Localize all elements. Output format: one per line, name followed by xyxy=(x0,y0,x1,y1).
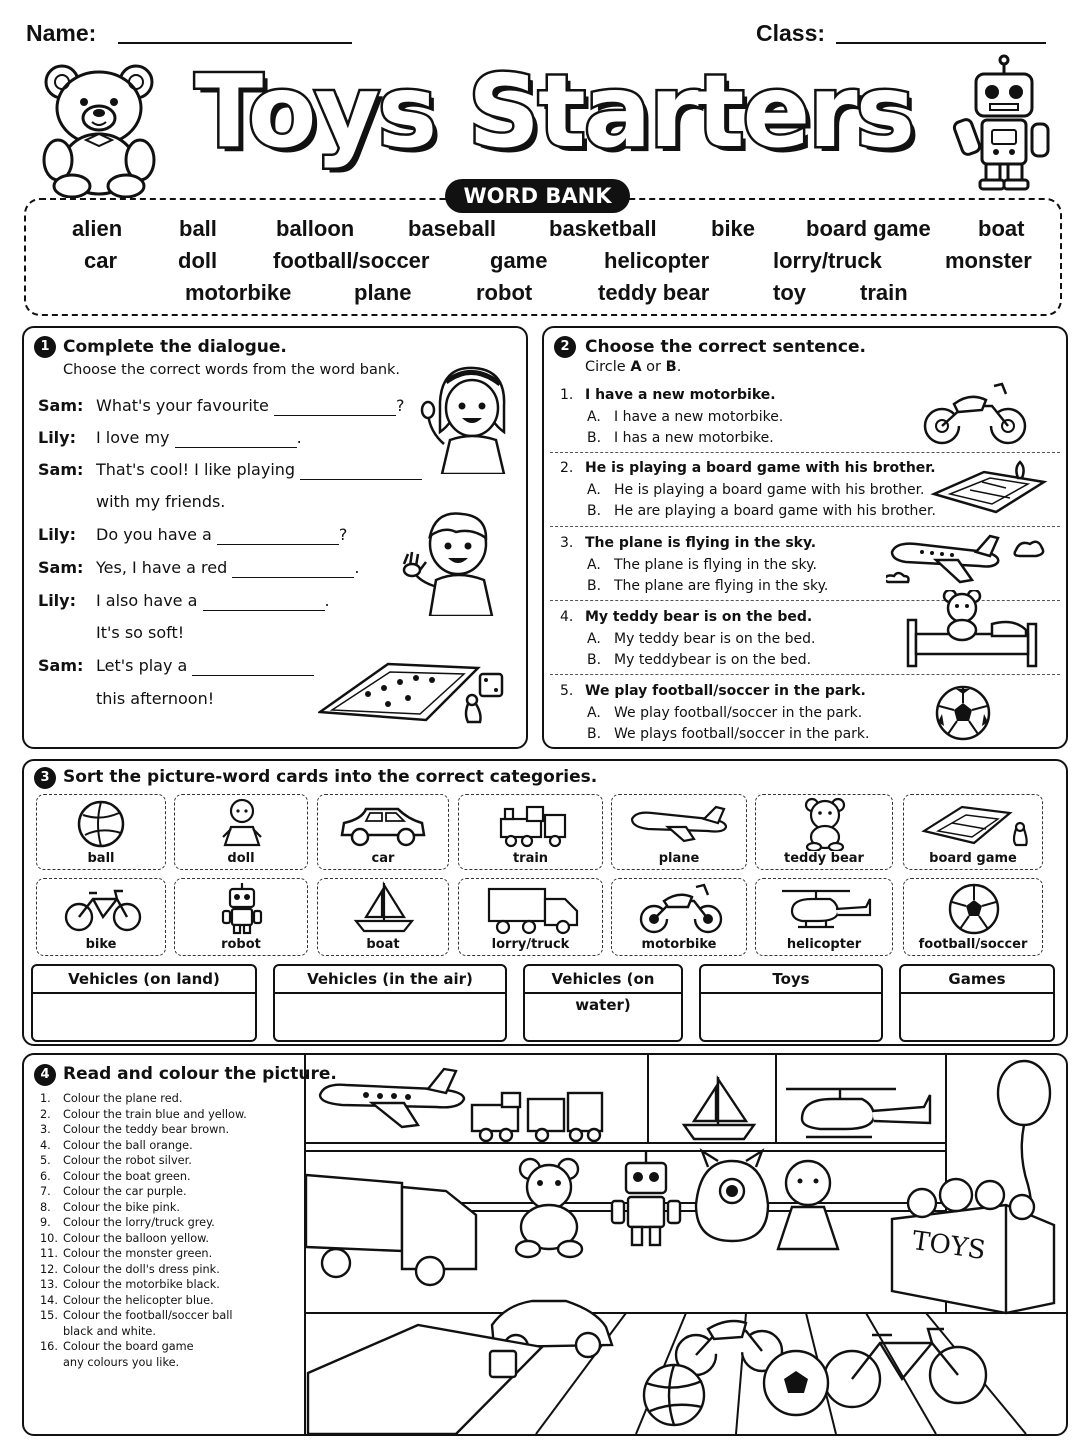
instr-num: 4. xyxy=(40,1138,51,1152)
instr-num: 6. xyxy=(40,1169,51,1183)
instr-num: 1. xyxy=(40,1092,51,1105)
word-bank-word: plane xyxy=(354,280,412,305)
option-b-letter[interactable]: B. xyxy=(587,503,602,519)
option-a-letter[interactable]: A. xyxy=(587,705,601,721)
instr-num: 5. xyxy=(40,1154,51,1167)
option-a[interactable]: The plane is flying in the sky. xyxy=(614,557,817,573)
dialogue-punct: . xyxy=(324,591,330,610)
ball-icon xyxy=(75,799,127,849)
picture-card-robot[interactable] xyxy=(174,878,308,956)
instr-text: Colour the bike pink. xyxy=(63,1200,180,1214)
card-label: boat xyxy=(366,937,400,952)
instr-text: Colour the monster green. xyxy=(63,1247,213,1260)
instr-text: black and white. xyxy=(63,1324,156,1338)
instr-text: Colour the doll's dress pink. xyxy=(63,1262,220,1276)
instr-num: 9. xyxy=(40,1216,51,1229)
word-bank-word: toy xyxy=(773,280,806,305)
question-number: 5. xyxy=(560,683,574,699)
answer-blank[interactable] xyxy=(232,558,354,578)
category-box-vehicles-air[interactable] xyxy=(273,964,507,1042)
instr-num: 13. xyxy=(40,1278,58,1291)
card-label: lorry/truck xyxy=(491,937,570,952)
divider xyxy=(550,526,1060,527)
option-a[interactable]: I have a new motorbike. xyxy=(614,409,784,425)
instr-text: Colour the boat green. xyxy=(63,1169,191,1183)
word-bank-word: alien xyxy=(72,216,123,241)
option-a[interactable]: We play football/soccer in the park. xyxy=(614,705,863,721)
dialogue-line xyxy=(96,525,347,545)
name-field[interactable] xyxy=(118,42,352,44)
speaker: Lily: xyxy=(38,428,76,447)
section-3-title: Sort the picture-word cards into the correct categories. xyxy=(63,767,598,787)
dialogue-punct: ? xyxy=(338,525,348,544)
subtitle-b: B xyxy=(665,359,677,375)
plane-icon xyxy=(886,530,1046,588)
subtitle-text: . xyxy=(676,359,682,375)
category-title: Vehicles (in the air) xyxy=(275,966,505,994)
instr-text: Colour the helicopter blue. xyxy=(63,1293,214,1307)
instr-num: 15. xyxy=(40,1309,58,1322)
word-bank-word: lorry/truck xyxy=(773,248,882,273)
section-1-subtitle: Choose the correct words from the word bank. xyxy=(63,362,401,378)
section-2-number: 2 xyxy=(554,336,576,358)
picture-card-boat[interactable] xyxy=(317,878,449,956)
plane-icon xyxy=(628,803,732,843)
picture-card-helicopter[interactable] xyxy=(755,878,893,956)
question-prompt: My teddy bear is on the bed. xyxy=(585,609,813,625)
word-bank-word: doll xyxy=(178,248,218,273)
instr-num: 14. xyxy=(40,1293,58,1307)
colour-instructions xyxy=(40,1091,247,1370)
card-label: football/soccer xyxy=(918,937,1028,952)
card-label: car xyxy=(371,851,395,866)
dialogue-text: I also have a xyxy=(96,591,198,610)
dialogue-text: Let's play a xyxy=(96,656,188,675)
bike-icon xyxy=(63,887,143,933)
option-a-letter[interactable]: A. xyxy=(587,631,601,647)
dialogue-line xyxy=(96,656,314,676)
card-label: board game xyxy=(929,851,1017,866)
picture-card-board-game[interactable] xyxy=(903,794,1043,870)
dialogue-punct: . xyxy=(354,558,360,577)
helicopter-icon xyxy=(778,887,874,933)
category-box-toys[interactable] xyxy=(699,964,883,1042)
dialogue-text: I love my xyxy=(96,428,170,447)
instr-num: 7. xyxy=(40,1185,51,1198)
board-game-icon xyxy=(930,460,1050,520)
divider xyxy=(550,452,1060,453)
dialogue-line xyxy=(96,428,302,448)
motorbike-icon xyxy=(920,380,1030,446)
instr-num: 16. xyxy=(40,1340,58,1353)
instr-text: Colour the ball orange. xyxy=(63,1138,193,1152)
question-prompt: The plane is flying in the sky. xyxy=(585,535,817,551)
board-game-illustration xyxy=(318,660,508,726)
worksheet-title: Toys Starters xyxy=(194,53,914,170)
car-icon xyxy=(338,801,428,849)
option-a[interactable]: My teddy bear is on the bed. xyxy=(614,631,816,647)
word-bank-word: ball xyxy=(179,216,217,241)
question-number: 2. xyxy=(560,460,574,476)
word-bank-label: WORD BANK xyxy=(445,179,630,213)
instr-text: any colours you like. xyxy=(63,1355,180,1369)
category-title: Vehicles (on water) xyxy=(525,966,681,994)
instr-text: Colour the football/soccer ball xyxy=(63,1309,233,1322)
instr-text: Colour the balloon yellow. xyxy=(63,1231,209,1245)
category-box-games[interactable] xyxy=(899,964,1055,1042)
word-bank-word: helicopter xyxy=(604,248,710,273)
picture-card-doll[interactable] xyxy=(174,794,308,870)
card-label: bike xyxy=(85,937,117,952)
answer-blank[interactable] xyxy=(192,656,314,676)
card-label: robot xyxy=(221,937,261,952)
picture-card-teddy-bear[interactable] xyxy=(755,794,893,870)
dialogue-line xyxy=(96,396,405,416)
picture-card-lorry-truck[interactable] xyxy=(458,878,603,956)
train-icon xyxy=(497,799,569,849)
subtitle-text: Circle xyxy=(585,359,631,375)
section-3-number: 3 xyxy=(34,767,56,789)
word-bank-word: football/soccer xyxy=(273,248,430,273)
picture-card-motorbike[interactable] xyxy=(611,878,747,956)
instr-num: 2. xyxy=(40,1107,51,1121)
doll-icon xyxy=(219,797,265,849)
word-bank-word: balloon xyxy=(276,216,355,241)
word-bank-word: teddy bear xyxy=(598,280,710,305)
word-bank-word: basketball xyxy=(549,216,657,241)
instr-num: 3. xyxy=(40,1123,51,1136)
boat-icon xyxy=(352,881,416,935)
question-prompt: He is playing a board game with his brother. xyxy=(585,460,936,476)
instr-text: Colour the lorry/truck grey. xyxy=(63,1216,215,1229)
card-label: train xyxy=(512,851,549,866)
word-bank-word: baseball xyxy=(408,216,497,241)
football-icon xyxy=(948,883,1000,935)
picture-card-plane[interactable] xyxy=(611,794,747,870)
answer-blank[interactable] xyxy=(300,460,422,480)
instr-num: 10. xyxy=(40,1231,58,1245)
option-b[interactable]: I has a new motorbike. xyxy=(614,430,774,446)
lorry-icon xyxy=(485,885,581,935)
section-1-number: 1 xyxy=(34,336,56,358)
option-b-letter[interactable]: B. xyxy=(587,578,602,594)
speaker: Sam: xyxy=(38,460,84,479)
option-a-letter[interactable]: A. xyxy=(587,557,601,573)
word-bank-word: board game xyxy=(806,216,931,241)
question-number: 4. xyxy=(560,609,574,625)
dialogue-line: It's so soft! xyxy=(96,623,185,642)
toy-box-label: TOYS xyxy=(910,1226,988,1266)
teddy-bear-illustration xyxy=(36,60,162,198)
robot-illustration xyxy=(944,54,1064,192)
option-b-letter[interactable]: B. xyxy=(587,652,602,668)
option-b[interactable]: We plays football/soccer in the park. xyxy=(614,726,870,742)
question-number: 1. xyxy=(560,387,574,403)
speaker: Sam: xyxy=(38,558,84,577)
option-b-letter[interactable]: B. xyxy=(587,430,602,446)
speaker: Sam: xyxy=(38,656,84,675)
dialogue-line xyxy=(96,460,422,480)
section-2-title: Choose the correct sentence. xyxy=(585,337,866,357)
colouring-picture[interactable] xyxy=(304,1055,1066,1434)
football-icon xyxy=(934,684,992,742)
word-bank-word: car xyxy=(84,248,118,273)
answer-blank[interactable] xyxy=(217,525,339,545)
motorbike-icon xyxy=(638,883,724,935)
card-label: ball xyxy=(87,851,115,866)
name-label: Name: xyxy=(26,20,97,46)
dialogue-line xyxy=(96,558,359,578)
word-bank-word: boat xyxy=(978,216,1025,241)
option-a[interactable]: He is playing a board game with his brother. xyxy=(614,482,925,498)
word-bank-word: robot xyxy=(476,280,533,305)
dialogue-text: That's cool! I like playing xyxy=(96,460,296,479)
section-2-subtitle xyxy=(585,359,681,375)
category-box-vehicles-land[interactable] xyxy=(31,964,257,1042)
picture-card-football-soccer[interactable] xyxy=(903,878,1043,956)
dialogue-line: this afternoon! xyxy=(96,689,215,708)
instr-text: Colour the motorbike black. xyxy=(63,1278,220,1291)
section-1-title: Complete the dialogue. xyxy=(63,337,287,357)
category-title: Toys xyxy=(701,966,881,994)
category-title: Vehicles (on land) xyxy=(33,966,255,994)
dialogue-punct: ? xyxy=(396,396,405,415)
dialogue-punct: . xyxy=(296,428,302,447)
section-4-title: Read and colour the picture. xyxy=(63,1064,337,1084)
dialogue-text: Yes, I have a red xyxy=(96,558,228,577)
instr-text: Colour the board game xyxy=(63,1340,194,1353)
divider xyxy=(550,674,1060,675)
dialogue-line: with my friends. xyxy=(96,492,226,511)
option-a-letter[interactable]: A. xyxy=(587,482,601,498)
speaker: Sam: xyxy=(38,396,84,415)
instr-num: 12. xyxy=(40,1262,58,1276)
answer-blank[interactable] xyxy=(175,428,297,448)
instr-text: Colour the train blue and yellow. xyxy=(63,1107,247,1121)
instr-num: 8. xyxy=(40,1200,51,1214)
option-a-letter[interactable]: A. xyxy=(587,409,601,425)
card-label: teddy bear xyxy=(784,851,864,866)
class-label: Class: xyxy=(756,20,826,46)
option-b[interactable]: The plane are flying in the sky. xyxy=(614,578,829,594)
boy-illustration xyxy=(400,506,496,616)
subtitle-text: or xyxy=(641,359,666,375)
card-label: helicopter xyxy=(786,937,862,952)
dialogue-line xyxy=(96,591,330,611)
option-b[interactable]: My teddybear is on the bed. xyxy=(614,652,812,668)
word-bank-word: monster xyxy=(945,248,1032,273)
speaker: Lily: xyxy=(38,591,76,610)
picture-card-bike[interactable] xyxy=(36,878,166,956)
board-game-icon xyxy=(920,803,1030,847)
option-b-letter[interactable]: B. xyxy=(587,726,602,742)
word-bank-word: bike xyxy=(711,216,756,241)
instr-text: Colour the teddy bear brown. xyxy=(63,1123,230,1136)
picture-card-ball[interactable] xyxy=(36,794,166,870)
word-bank-word: game xyxy=(490,248,548,273)
card-label: motorbike xyxy=(641,937,717,952)
instr-text: Colour the car purple. xyxy=(63,1185,187,1198)
word-bank-word: motorbike xyxy=(185,280,292,305)
answer-blank[interactable] xyxy=(274,396,396,416)
dialogue-text: What's your favourite xyxy=(96,396,269,415)
picture-card-car[interactable] xyxy=(317,794,449,870)
teddy-bear-icon xyxy=(800,797,850,851)
section-4-number: 4 xyxy=(34,1064,56,1086)
answer-blank[interactable] xyxy=(203,591,325,611)
girl-illustration xyxy=(420,362,516,474)
option-b[interactable]: He are playing a board game with his brother. xyxy=(614,503,936,519)
question-prompt: We play football/soccer in the park. xyxy=(585,683,866,699)
category-box-vehicles-water[interactable] xyxy=(523,964,683,1042)
card-label: plane xyxy=(658,851,700,866)
word-bank-word: train xyxy=(860,280,908,305)
subtitle-a: A xyxy=(630,359,642,375)
instr-text: Colour the robot silver. xyxy=(63,1154,192,1167)
question-number: 3. xyxy=(560,535,574,551)
class-field[interactable] xyxy=(836,42,1046,44)
card-label: doll xyxy=(227,851,255,866)
dialogue-text: Do you have a xyxy=(96,525,212,544)
picture-card-train[interactable] xyxy=(458,794,603,870)
question-prompt: I have a new motorbike. xyxy=(585,387,776,403)
speaker: Lily: xyxy=(38,525,76,544)
robot-icon xyxy=(221,881,263,935)
instr-text: Colour the plane red. xyxy=(63,1092,183,1105)
bed-teddy-icon xyxy=(904,590,1040,670)
category-title: Games xyxy=(901,966,1053,994)
instr-num: 11. xyxy=(40,1247,58,1260)
